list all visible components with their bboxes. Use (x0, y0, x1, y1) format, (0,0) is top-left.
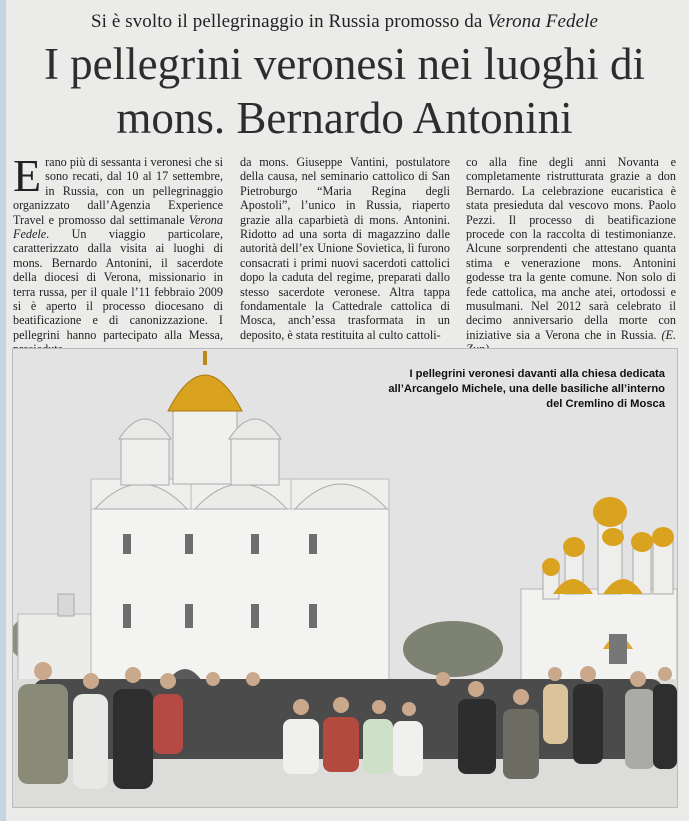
col1-magazine: Verona Fedele (13, 212, 223, 242)
column-3 (466, 155, 676, 357)
kremlin-photo-illustration (13, 349, 677, 807)
col1-text-b: . Un viaggio particolare, caratterizzato dalla visita ai luoghi di mons. Bernardo Antonini, il sacerdote della diocesi di Verona, missionario in terra russa, per il quale l’11 febbraio 2009 si è aperto il processo diocesano di beatificazione e di canonizzazione. I pellegrini hanno partecipato alla Messa, (13, 227, 223, 342)
drop-cap: E (13, 150, 42, 201)
photo-caption: I pellegrini veronesi davanti alla chiesa dedicata all’Arcangelo Michele, una delle basiliche all’interno del Cremlino di Mosca (388, 368, 665, 410)
kicker-magazine: Verona Fedele (487, 11, 599, 32)
page-edge (0, 0, 6, 821)
kicker-text: Si è svolto il pellegrinaggio in Russia promosso da (90, 11, 488, 32)
col1-text-a: rano più di sessanta i veronesi che si sono recati, dal 10 al 17 settembre, in Russia, con un pellegrinaggio organizzato dall’Agenzia Experience Travel e promosso dal settimanale (13, 155, 223, 227)
column-2 (240, 155, 450, 342)
col3-text: co alla fine degli anni Novanta e completamente ristrutturata grazie a don Bernardo. La celebrazione eucaristica è stata presieduta dal vescovo mons. Paolo Pezzi. Il processo di beatificazione procede con la raccolta di testimonianze. Alcune sorprendenti che attestano quanta stima e venerazione mons. Antonini godesse tra la gente comune. Non solo di fede cattolica, ma anche atei, ortodossi e musulmani. Nel 2012 sarà celebrato il decimo anniversario della morte con iniziative sia a Verona che in Russia. (466, 155, 676, 342)
column-1 (13, 150, 223, 357)
group-photo (12, 348, 678, 808)
col2-text: da mons. Giuseppe Vantini, postulatore della causa, nel seminario cattolico di San Pietroburgo “Maria Regina degli Apostoli”, l’unico in Russia, riaperto grazie alla caparbietà di mons. Antonini. Ridotto ad una sorta di magazzino dalle autorità dell’ex Unione Sovietica, lì furono consacrati i primi nuovi sacerdoti cattolici dopo la caduta del regime, preparati dallo stesso sacerdote veronese. Altra tappa fondamentale la Cattedrale cattolica di Mosca, anch’essa trasformata in un deposito, è stata restituita al culto cattoli- (240, 155, 450, 342)
author-signature: (E. (661, 327, 676, 342)
headline: I pellegrini veronesi nei luoghi di mons. Bernardo Antonini (43, 39, 646, 143)
kicker (0, 11, 689, 33)
